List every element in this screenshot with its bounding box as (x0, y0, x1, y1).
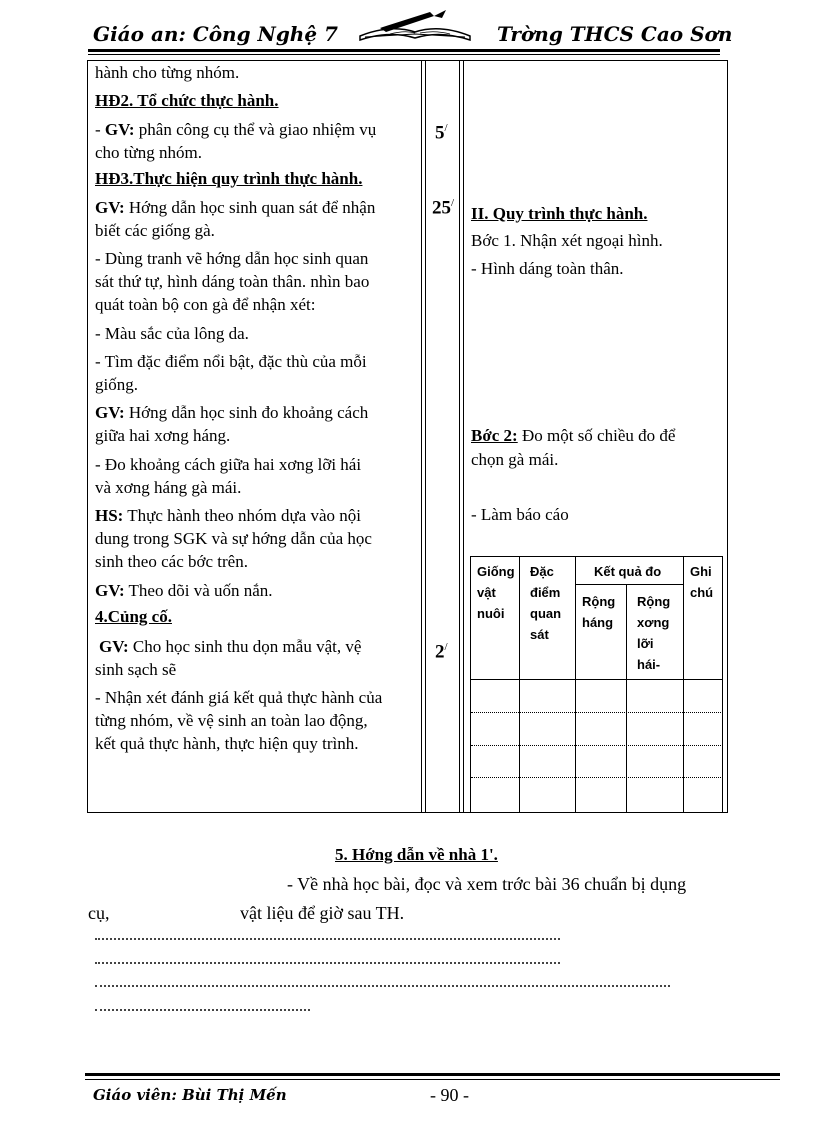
gv3-label: GV: (95, 403, 125, 422)
gv1-line-2: cho từng nhóm. (95, 143, 202, 162)
table-divider-2 (459, 60, 460, 812)
footer-rule-thin (85, 1079, 780, 1080)
result-row-sep-1 (471, 712, 721, 713)
table-divider-1 (421, 60, 422, 812)
footer-teacher: Giáo viên: Bùi Thị Mến (93, 1086, 287, 1104)
hs-line-1 (95, 504, 361, 527)
result-header-bottom (470, 679, 722, 680)
result-head-feature-1: Đặc (530, 564, 554, 579)
result-col-sep-2 (575, 556, 576, 812)
gv3-text-1: Hớng dẫn học sinh đo khoảng cách (124, 403, 369, 422)
result-head-feature (530, 561, 561, 645)
result-head-breed-3: nuôi (477, 606, 505, 621)
gv5-label: GV: (99, 637, 129, 656)
result-head-breed (477, 561, 515, 624)
result-head-sickle-width (637, 591, 670, 675)
result-head-hip-width (582, 591, 615, 633)
p2-line: - Màu sắc của lông da. (95, 324, 249, 343)
page-number: - 90 - (430, 1085, 469, 1105)
time-2-prime: / (444, 641, 448, 653)
result-head-note (690, 561, 713, 603)
p4-line-2: và xơng háng gà mái. (95, 478, 242, 497)
result-head-feature-2: điểm (530, 585, 561, 600)
time-2-value: 2 (435, 641, 445, 663)
step2-label: Bớc 2: (471, 426, 518, 445)
left-line-1: hành cho từng nhóm. (95, 63, 240, 82)
dotted-answer-line-1 (95, 938, 560, 940)
hs-line-2: dung trong SGK và sự hớng dẫn của học (95, 529, 372, 548)
result-head-breed-1: Giống (477, 564, 515, 579)
gv2-label: GV: (95, 198, 125, 217)
hd3-title: HĐ3.Thực hiện quy trình thực hành. (95, 169, 363, 188)
cung-co-title: 4.Củng cố. (95, 607, 172, 626)
time-25 (432, 192, 454, 219)
gv4-text: Theo dõi và uốn nắn. (124, 581, 273, 600)
time-5-prime: / (444, 122, 448, 134)
time-25-value: 25 (432, 197, 451, 219)
homework-line-2a: cụ, (88, 903, 110, 923)
p5-line-3: kết quả thực hành, thực hiện quy trình. (95, 734, 359, 753)
book-pen-icon (350, 6, 480, 46)
hs-line-3: sinh theo các bớc trên. (95, 552, 248, 571)
result-head-feature-3: quan (530, 606, 562, 621)
time-5-value: 5 (435, 122, 445, 144)
time-2 (435, 636, 448, 663)
result-head-sickle-4: hái- (637, 657, 661, 672)
homework-title: 5. Hớng dẫn về nhà 1'. (335, 845, 498, 864)
homework-line-1: - Về nhà học bài, đọc và xem trớc bài 36 chuẩn bị dụng (287, 874, 687, 894)
gv1-label: GV: (104, 120, 135, 139)
gv2-line-2: biết các giống gà. (95, 221, 215, 240)
result-head-group: Kết quả đo (594, 564, 662, 579)
table-divider-1b (425, 60, 426, 812)
p5-line-2: từng nhóm, về vệ sinh an toàn lao động, (95, 711, 368, 730)
result-head-hip-1: Rộng (582, 594, 616, 609)
p1-line-1: - Dùng tranh vẽ hớng dẫn học sinh quan (95, 249, 369, 268)
p1-line-3: quát toàn bộ con gà để nhận xét: (95, 295, 316, 314)
result-head-sickle-2: xơng (637, 615, 670, 630)
p3-line-1: - Tìm đặc điểm nổi bật, đặc thù của mỗi (95, 352, 367, 371)
p3-line-2: giống. (95, 375, 138, 394)
header-right-school: Trờng THCS Cao Sơn (497, 22, 733, 46)
hd2-title: HĐ2. Tổ chức thực hành. (95, 91, 279, 110)
gv2-text-1: Hớng dẫn học sinh quan sát để nhận (124, 198, 376, 217)
gv4-label: GV: (95, 581, 125, 600)
result-col-sep-4 (683, 556, 684, 812)
step2-line-2: chọn gà mái. (471, 450, 559, 469)
report-line: - Làm báo cáo (471, 505, 569, 524)
result-row-sep-2 (471, 745, 721, 746)
result-head-note-2: chú (690, 585, 714, 600)
result-head-feature-4: sát (530, 627, 549, 642)
homework-line-2b: vật liệu để giờ sau TH. (240, 903, 405, 923)
p4-line-1: - Đo khoảng cách giữa hai xơng lỡi hái (95, 455, 362, 474)
header-rule-thin (88, 54, 720, 55)
gv5-line-1 (99, 635, 361, 658)
footer-rule (85, 1073, 780, 1076)
dotted-answer-line-2 (95, 962, 560, 964)
result-row-sep-3 (471, 777, 721, 778)
result-head-hip-2: háng (582, 615, 614, 630)
result-head-note-1: Ghi (690, 564, 712, 579)
table-border-right (727, 60, 728, 812)
procedure-title: II. Quy trình thực hành. (471, 204, 648, 223)
result-col-sep-1 (519, 556, 520, 812)
result-head-sickle-1: Rộng (637, 594, 671, 609)
gv5-text-1: Cho học sinh thu dọn mẫu vật, vệ (128, 637, 362, 656)
gv2-line-1 (95, 196, 375, 219)
hs-text-1: Thực hành theo nhóm dựa vào nội (123, 506, 361, 525)
gv1-text-1: phân công cụ thể và giao nhiệm vụ (134, 120, 377, 139)
dotted-answer-line-3 (95, 985, 670, 987)
table-border-left (87, 60, 88, 812)
gv3-line-2: giữa hai xơng háng. (95, 426, 231, 445)
gv3-line-1 (95, 401, 368, 424)
p5-line-1: - Nhận xét đánh giá kết quả thực hành của (95, 688, 383, 707)
gv1-line-1: - GV: phân công cụ thể và giao nhiệm vụ (95, 120, 377, 139)
time-25-prime: / (451, 197, 455, 209)
table-divider-2b (463, 60, 464, 812)
step2-text-1: Đo một số chiều đo để (517, 426, 676, 445)
p1-line-2: sát thứ tự, hình dáng toàn thân. nhìn bao (95, 272, 370, 291)
gv4-line (95, 579, 273, 602)
result-head-sickle-3: lỡi (637, 636, 654, 651)
time-5 (435, 117, 448, 144)
result-group-underline (576, 584, 683, 585)
step1-sub: - Hình dáng toàn thân. (471, 259, 624, 278)
dotted-answer-line-4 (95, 1009, 310, 1011)
step2-line-1 (471, 424, 675, 447)
header-left-title: Giáo an: Công Nghệ 7 (93, 22, 338, 46)
header-rule (88, 49, 720, 52)
result-head-breed-2: vật (477, 585, 496, 600)
hs-label: HS: (95, 506, 124, 525)
step1-line: Bớc 1. Nhận xét ngoại hình. (471, 231, 663, 250)
gv5-line-2: sinh sạch sẽ (95, 660, 177, 679)
